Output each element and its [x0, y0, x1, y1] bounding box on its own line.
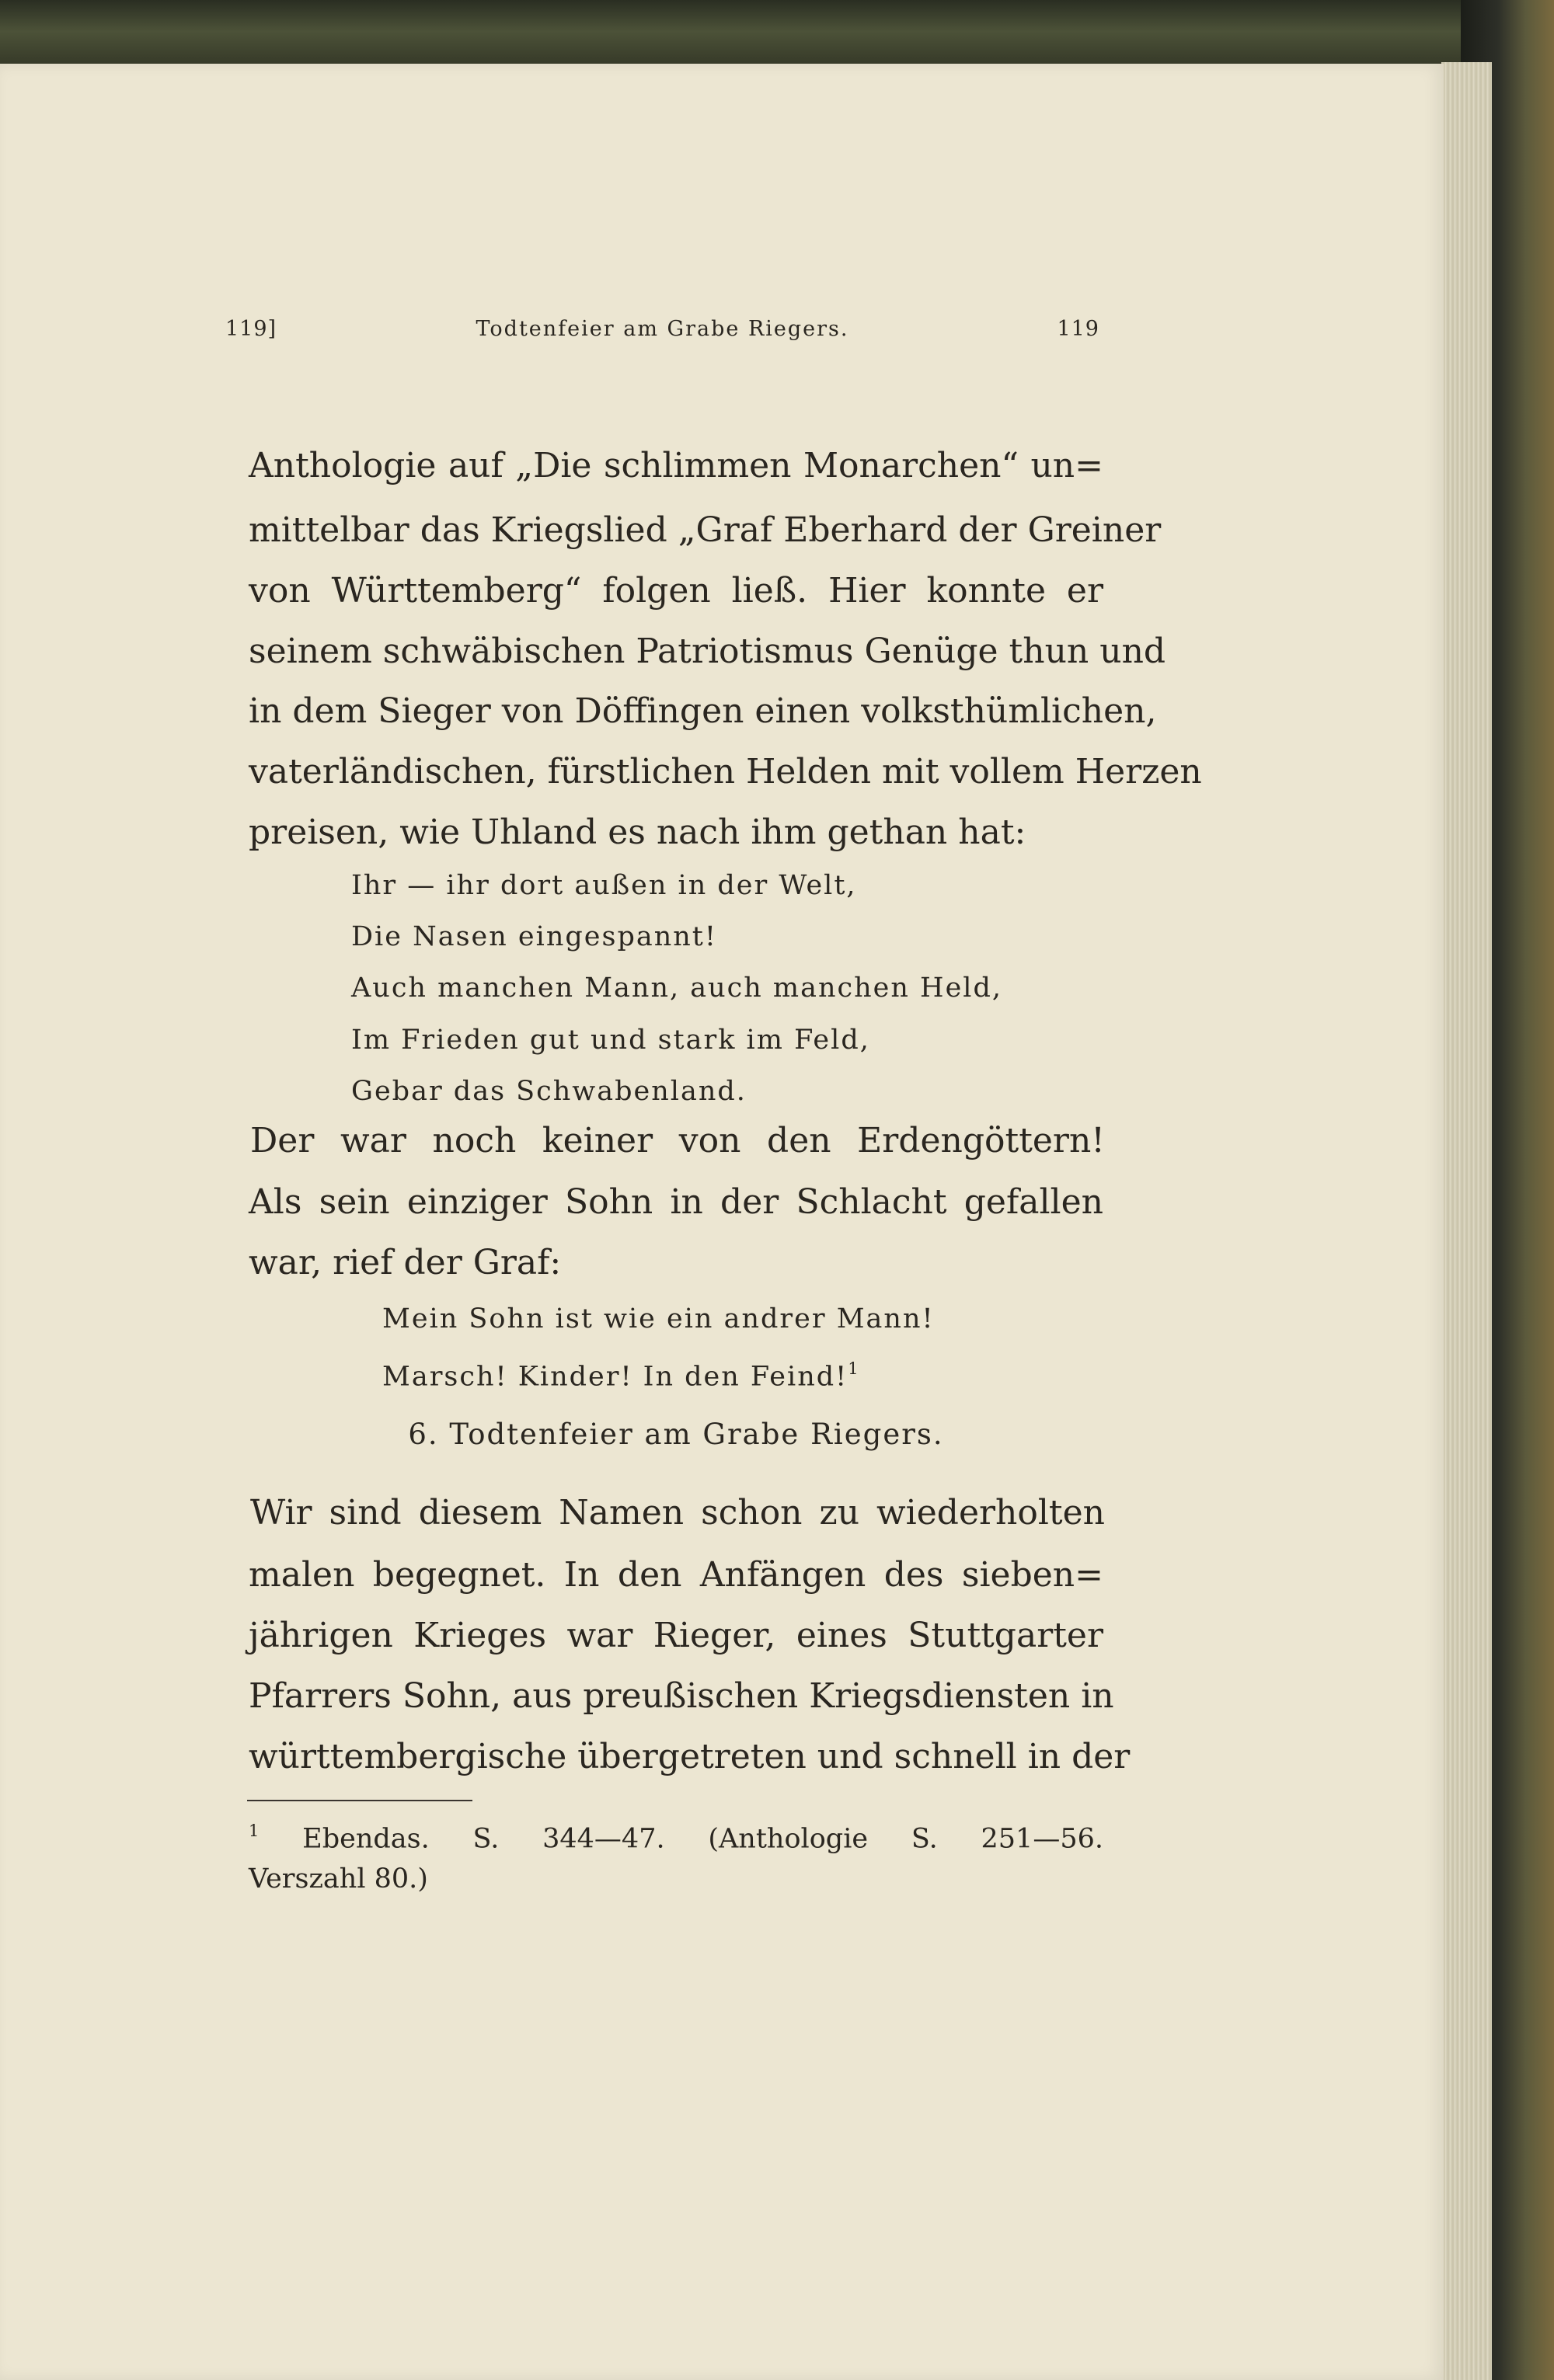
- section-number: 6.: [408, 1418, 439, 1451]
- running-head-title: Todtenfeier am Grabe Riegers.: [476, 317, 849, 341]
- footnote-reference: 1: [848, 1359, 860, 1378]
- running-head: [225, 317, 1099, 364]
- verse-line: Auch manchen Mann, auch manchen Held,: [351, 973, 1003, 1004]
- footnote-rule: [247, 1800, 472, 1801]
- verse-line: [382, 1349, 860, 1397]
- text-line: seinem schwäbischen Patriotismus Genüge thun und: [249, 632, 1166, 671]
- footnote-line: [249, 1813, 1103, 1857]
- text-line: Wir sind diesem Namen schon zu wiederholten: [250, 1493, 1105, 1533]
- text-line: malen begegnet. In den Anfängen des sieben=: [249, 1555, 1103, 1595]
- text-line: Als sein einziger Sohn in der Schlacht gefallen: [249, 1182, 1103, 1222]
- page-edges: [1441, 62, 1492, 2380]
- text-line: Pfarrers Sohn, aus preußischen Kriegsdiensten in: [249, 1676, 1114, 1716]
- footnote-text: Ebendas. S. 344—47. (Anthologie S. 251—56.: [302, 1823, 1103, 1855]
- book-binding-top: [0, 0, 1554, 70]
- verse-line: Im Frieden gut und stark im Feld,: [351, 1025, 870, 1056]
- footnote-marker: 1: [249, 1822, 260, 1840]
- text-line: jährigen Krieges war Rieger, eines Stuttgarter: [249, 1616, 1103, 1655]
- page-number-right: 119: [1057, 317, 1099, 341]
- verse-line: Mein Sohn ist wie ein andrer Mann!: [382, 1303, 935, 1334]
- section-title: Todtenfeier am Grabe Riegers.: [449, 1418, 944, 1451]
- footnote-line: Verszahl 80.): [249, 1863, 428, 1895]
- text-line: Anthologie auf „Die schlimmen Monarchen“ un=: [249, 446, 1103, 485]
- page-number-left: 119]: [225, 317, 277, 341]
- section-heading: [249, 1418, 1103, 1451]
- verse-line: Gebar das Schwabenland.: [351, 1076, 747, 1107]
- text-line: württembergische übergetreten und schnell in der: [249, 1737, 1131, 1776]
- text-line: Der war noch keiner von den Erdengöttern!: [250, 1121, 1105, 1160]
- verse-line: Ihr — ihr dort außen in der Welt,: [351, 870, 857, 901]
- text-line: in dem Sieger von Döffingen einen volksthümlichen,: [249, 691, 1157, 731]
- text-line: vaterländischen, fürstlichen Helden mit vollem Herzen: [249, 752, 1202, 792]
- text-line: von Württemberg“ folgen ließ. Hier konnte er: [249, 571, 1103, 611]
- text-line: war, rief der Graf:: [249, 1243, 562, 1282]
- text-line: mittelbar das Kriegslied „Graf Eberhard der Greiner: [249, 510, 1162, 550]
- verse-line: Die Nasen eingespannt!: [351, 921, 717, 952]
- verse-line-text: Marsch! Kinder! In den Feind!: [382, 1361, 848, 1393]
- text-line: preisen, wie Uhland es nach ihm gethan hat:: [249, 812, 1026, 852]
